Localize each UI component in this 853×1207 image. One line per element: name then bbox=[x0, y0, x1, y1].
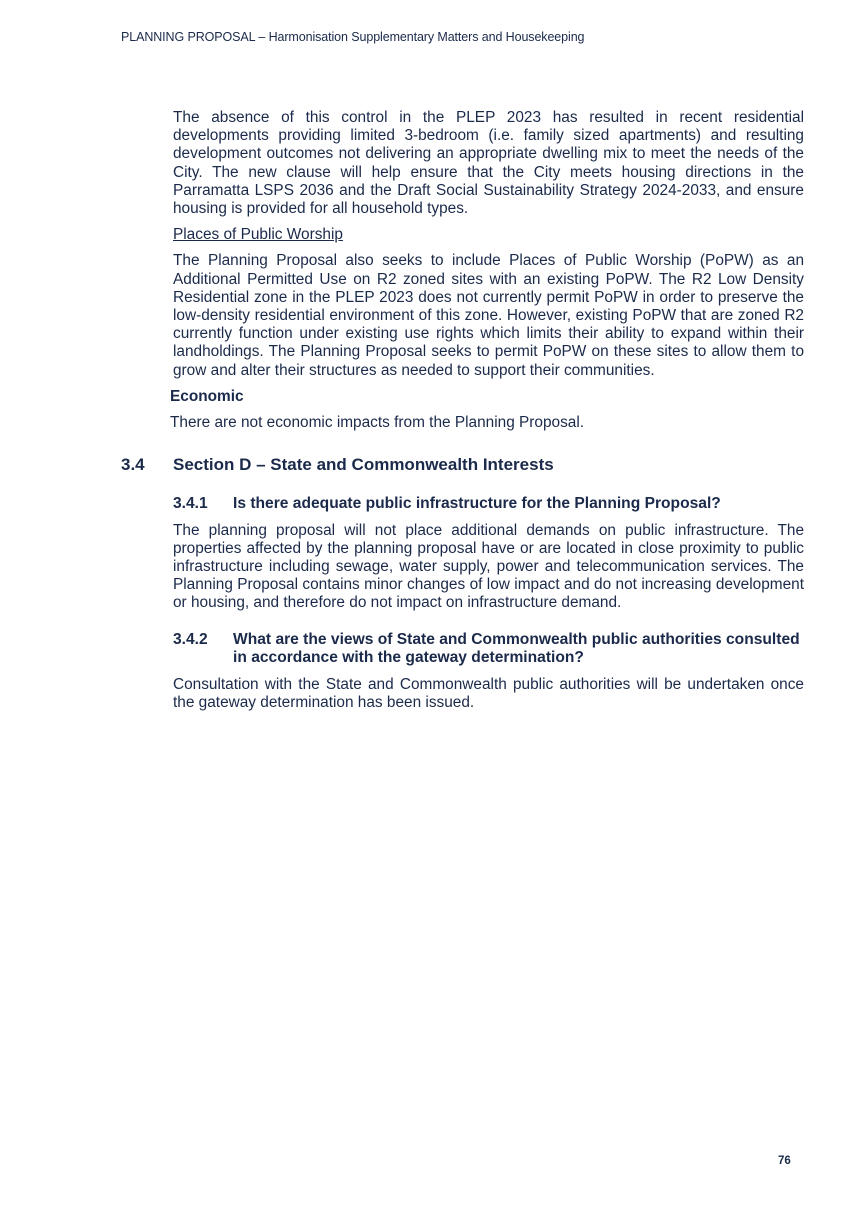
running-header: PLANNING PROPOSAL – Harmonisation Supplementary Matters and Housekeeping bbox=[121, 30, 585, 44]
subsection-3-4-1-heading bbox=[173, 495, 804, 514]
economic-heading: Economic bbox=[170, 387, 244, 405]
paragraph-infrastructure: The planning proposal will not place additional demands on public infrastructure. The properties affected by the planning proposal have or are located in close proximity to public infrastructure including sewage, water supply, power and telecommunication services. The Planning Proposal contains minor changes of low impact and do not increasing development or housing, and therefore do not impact on infrastructure demand. bbox=[173, 521, 804, 612]
section-number: 3.4 bbox=[121, 455, 145, 475]
section-3-4-heading bbox=[121, 455, 804, 475]
subsection-title: What are the views of State and Commonwealth public authorities consulted in accordance with the gateway determination? bbox=[233, 630, 800, 667]
page-content bbox=[121, 109, 804, 712]
subsection-number: 3.4.1 bbox=[173, 495, 208, 513]
paragraph-economic: There are not economic impacts from the Planning Proposal. bbox=[170, 413, 585, 431]
paragraph-dwelling-mix: The absence of this control in the PLEP 2023 has resulted in recent residential developments providing limited 3-bedroom (i.e. family sized apartments) and resulting development outcomes not delivering an appropriate dwelling mix to meet the needs of the City. The new clause will help ensure that the City meets housing directions in the Parramatta LSPS 2036 and the Draft Social Sustainability Strategy 2024-2033, and ensure housing is provided for all household types. bbox=[173, 109, 804, 218]
subsection-number: 3.4.2 bbox=[173, 630, 208, 648]
places-of-public-worship-heading: Places of Public Worship bbox=[173, 226, 343, 244]
section-title: Section D – State and Commonwealth Interests bbox=[173, 455, 554, 475]
subsection-3-4-2-heading bbox=[173, 631, 804, 668]
paragraph-consultation: Consultation with the State and Commonwealth public authorities will be undertaken once the gateway determination has been issued. bbox=[173, 675, 804, 711]
page-number: 76 bbox=[778, 1155, 791, 1167]
subsection-title: Is there adequate public infrastructure for the Planning Proposal? bbox=[233, 495, 721, 513]
paragraph-public-worship: The Planning Proposal also seeks to include Places of Public Worship (PoPW) as an Additional Permitted Use on R2 zoned sites with an existing PoPW. The R2 Low Density Residential zone in the PLEP 2023 does not currently permit PoPW in order to preserve the low-density residential environment of this zone. However, existing PoPW that are zoned R2 currently function under existing use rights which limits their ability to expand within their landholdings. The Planning Proposal seeks to permit PoPW on these sites to allow them to grow and alter their structures as needed to support their communities. bbox=[173, 252, 804, 379]
